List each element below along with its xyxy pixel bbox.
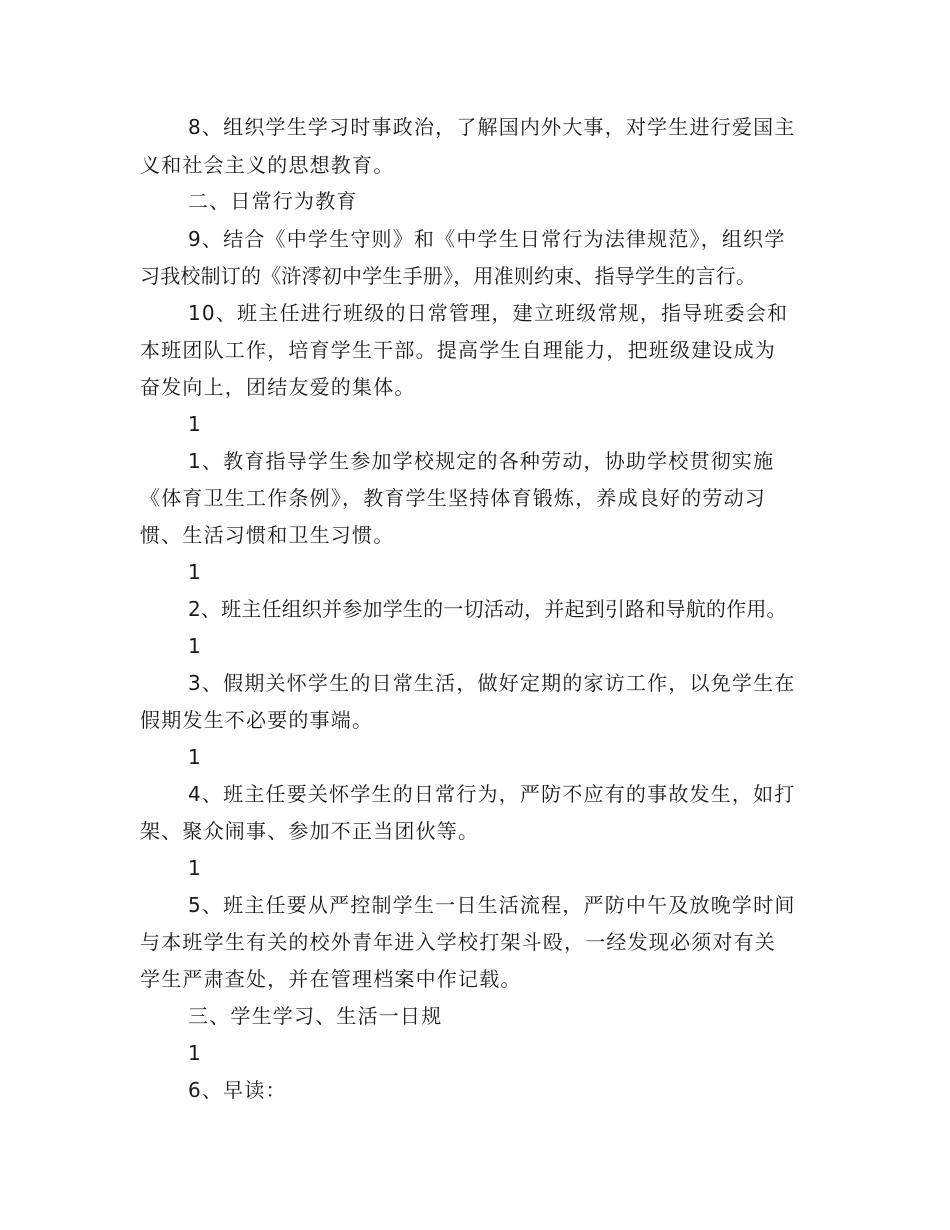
paragraph-line: 惯、生活习惯和卫生习惯。 — [140, 523, 395, 547]
page-number-fragment: 1 — [188, 1041, 202, 1065]
paragraph-line: 2、班主任组织并参加学生的一切活动，并起到引路和导航的作用。 — [188, 597, 787, 621]
paragraph-line: 3、假期关怀学生的日常生活，做好定期的家访工作，以免学生在 — [188, 671, 796, 695]
paragraph-line: 义和社会主义的思想教育。 — [140, 153, 395, 177]
paragraph-line: 本班团队工作，培育学生干部。提高学生自理能力，把班级建设成为 — [140, 338, 776, 362]
section-heading: 三、学生学习、生活一日规 — [188, 1004, 443, 1028]
paragraph-line: 1、教育指导学生参加学校规定的各种劳动，协助学校贯彻实施 — [188, 449, 775, 473]
paragraph-line: 假期发生不必要的事端。 — [140, 708, 374, 732]
paragraph-line: 5、班主任要从严控制学生一日生活流程，严防中午及放晚学时间 — [188, 893, 796, 917]
paragraph-line: 与本班学生有关的校外青年进入学校打架斗殴，一经发现必须对有关 — [140, 930, 776, 954]
paragraph-line: 架、聚众闹事、参加不正当团伙等。 — [140, 819, 480, 843]
paragraph-line: 习我校制订的《浒澪初中学生手册》，用准则约束、指导学生的言行。 — [140, 264, 757, 288]
paragraph-line: 10、班主任进行班级的日常管理，建立班级常规，指导班委会和 — [188, 301, 789, 325]
paragraph-line: 奋发向上，团结友爱的集体。 — [140, 375, 416, 399]
page-number-fragment: 1 — [188, 856, 202, 880]
paragraph-line: 6、早读： — [188, 1078, 287, 1102]
page-number-fragment: 1 — [188, 634, 202, 658]
section-heading: 二、日常行为教育 — [188, 189, 358, 213]
paragraph-line: 学生严肃查处，并在管理档案中作记载。 — [140, 967, 522, 991]
page-number-fragment: 1 — [188, 560, 202, 584]
paragraph-line: 4、班主任要关怀学生的日常行为，严防不应有的事故发生，如打 — [188, 782, 796, 806]
paragraph-line: 9、结合《中学生守则》和《中学生日常行为法律规范》，组织学 — [188, 227, 786, 251]
paragraph-line: 8、组织学生学习时事政治，了解国内外大事，对学生进行爱国主 — [188, 115, 796, 139]
page-number-fragment: 1 — [188, 412, 202, 436]
paragraph-line: 《体育卫生工作条例》，教育学生坚持体育锻炼，养成良好的劳动习 — [140, 486, 766, 510]
page-number-fragment: 1 — [188, 745, 202, 769]
